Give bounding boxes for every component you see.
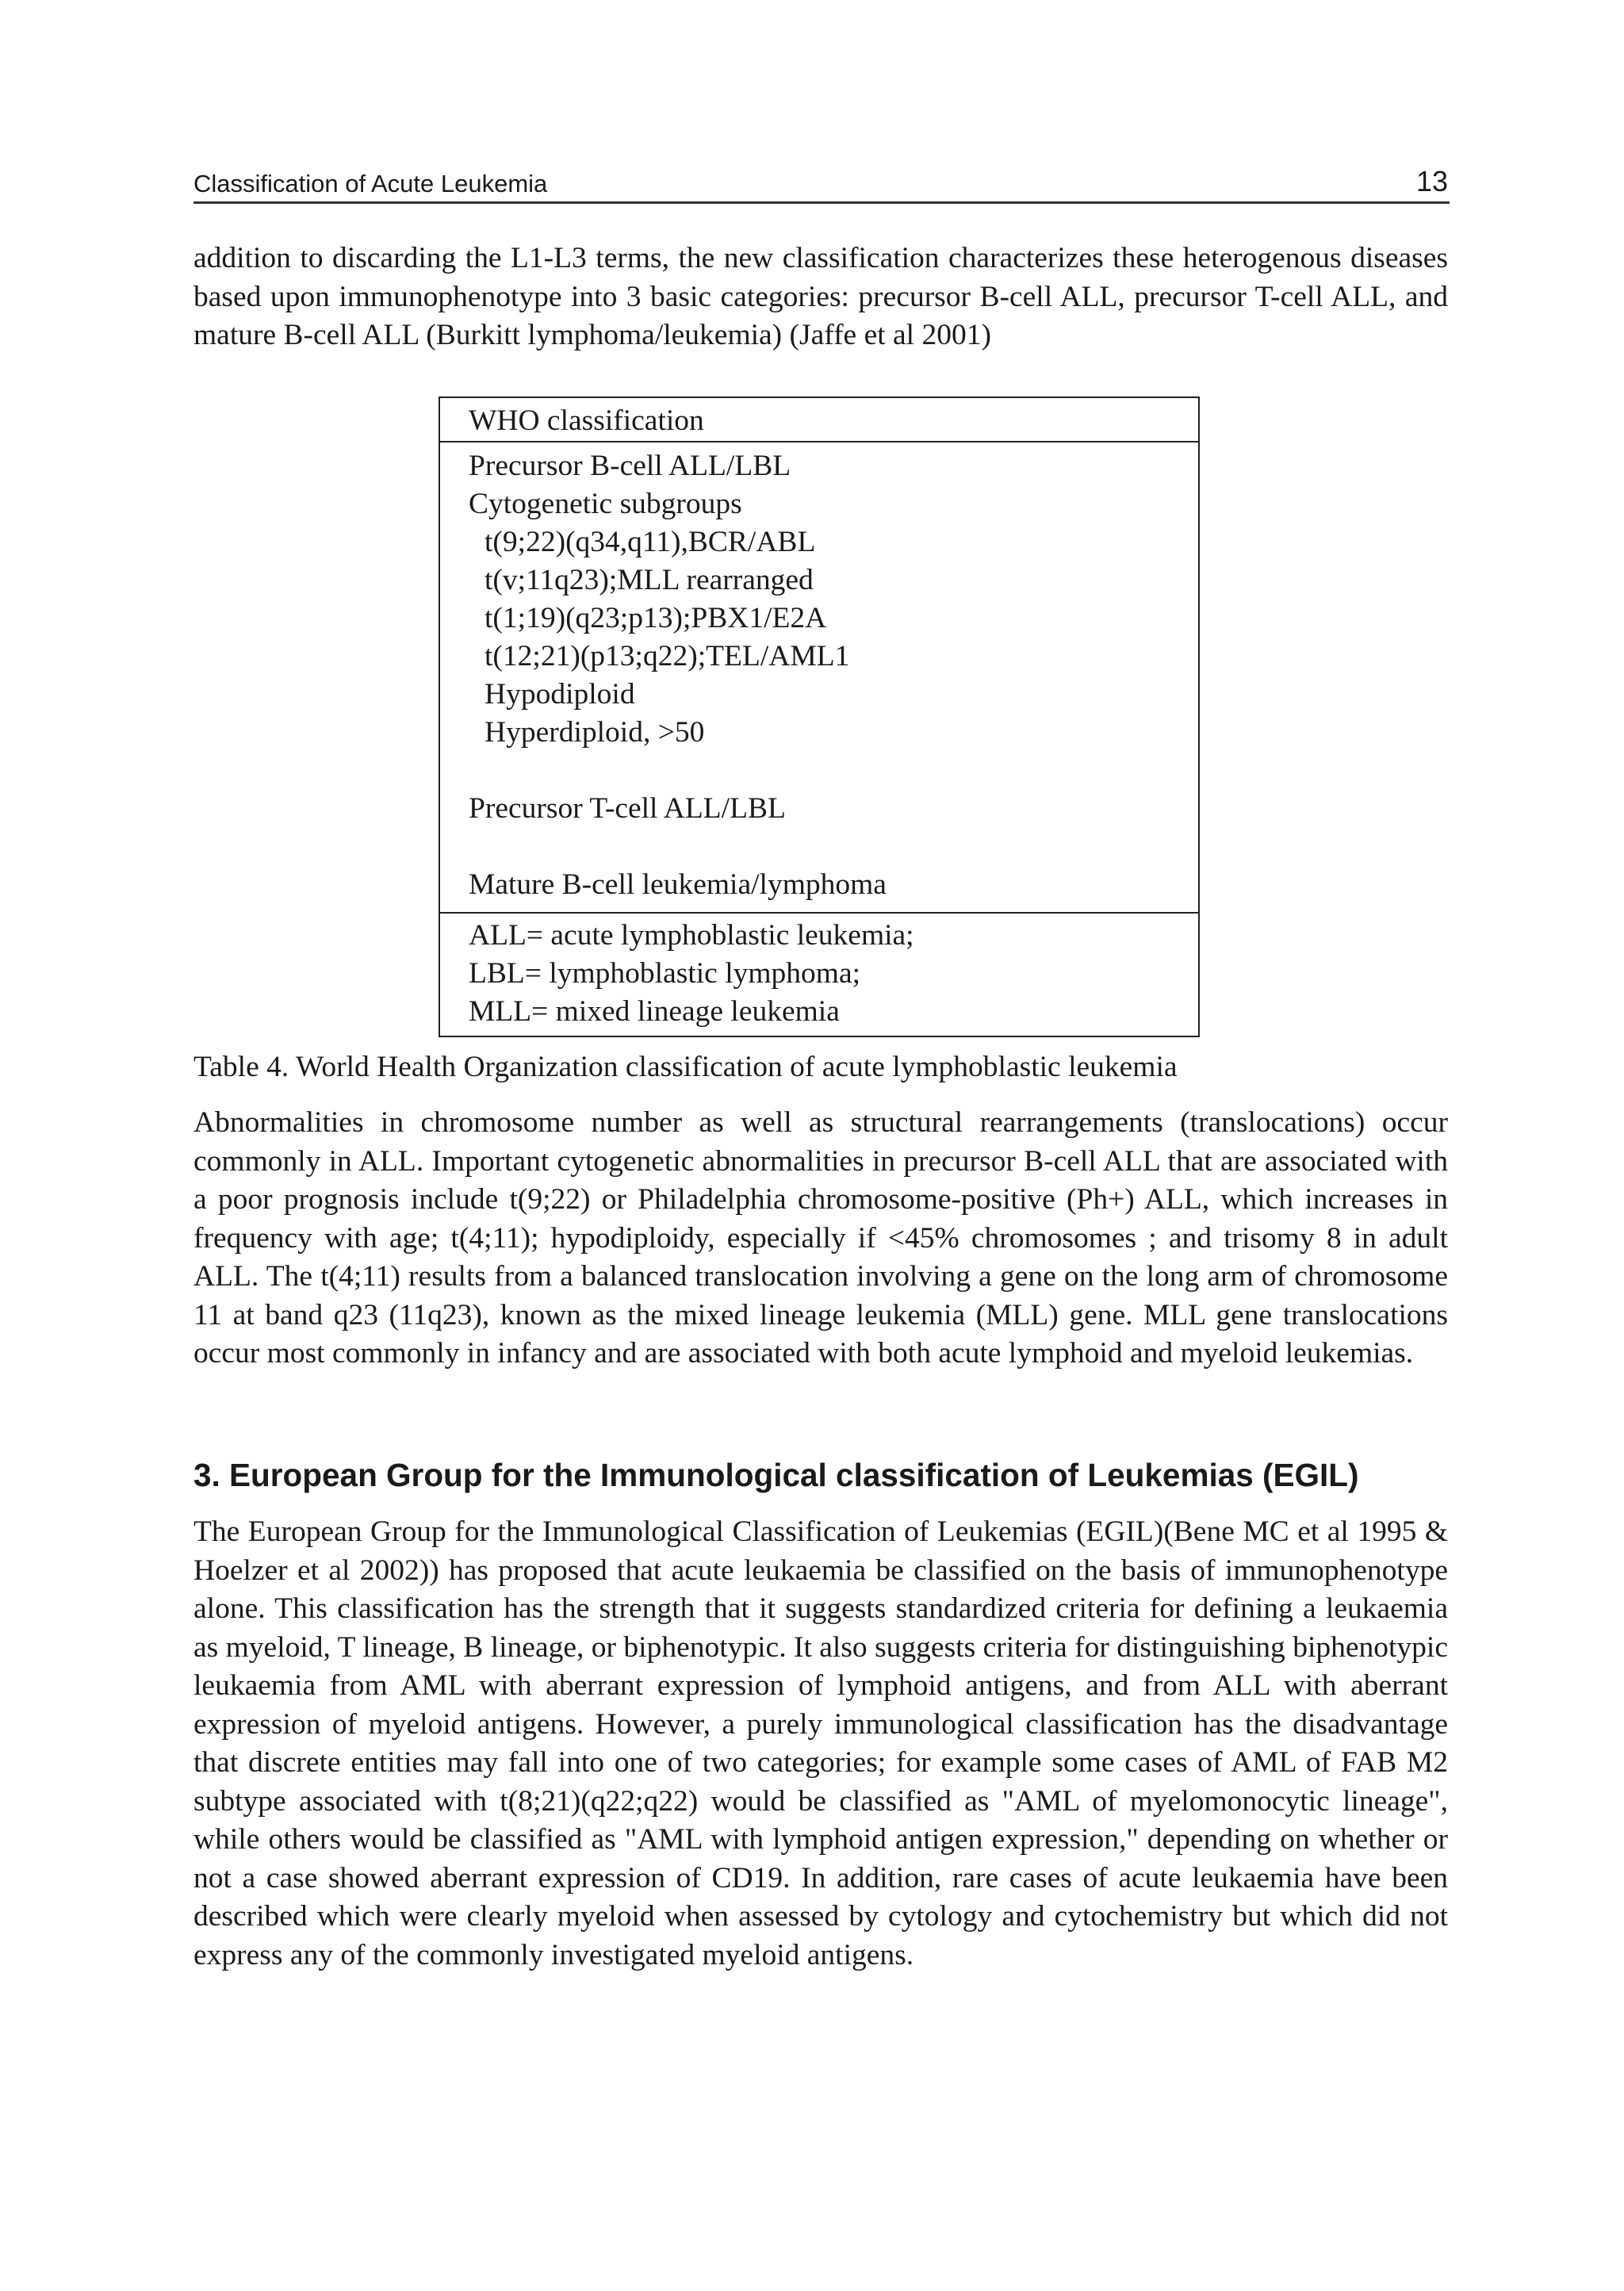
precursor-t-row: Precursor T-cell ALL/LBL	[469, 792, 786, 825]
intro-paragraph: addition to discarding the L1-L3 terms, the new classification characterizes these heterogenous diseases based upon immunophenotype into 3 basic categories: precursor B-cell ALL, precursor T-cell ALL, and mature B-cell ALL (Burkitt lymphoma/leukemia) (Jaffe et al 2001)	[193, 242, 1448, 351]
cytogenetic-subgroups-label: Cytogenetic subgroups	[469, 488, 742, 520]
subgroup-item: Hyperdiploid, >50	[485, 716, 705, 749]
subgroup-item: t(9;22)(q34,q11),BCR/ABL	[485, 526, 816, 558]
page-header	[193, 163, 1450, 204]
who-classification-table	[439, 397, 1200, 1037]
row-spacer	[469, 752, 1198, 790]
subgroup-item: t(12;21)(p13;q22);TEL/AML1	[485, 640, 850, 672]
footnote-item: LBL= lymphoblastic lymphoma;	[469, 957, 861, 990]
section-heading: 3. European Group for the Immunological classification of Leukemias (EGIL)	[193, 1457, 1359, 1493]
page-number: 13	[1415, 165, 1448, 197]
footnote-item: MLL= mixed lineage leukemia	[469, 995, 840, 1028]
egil-paragraph: The European Group for the Immunological Classification of Leukemias (EGIL)(Bene MC et al 1995 & Hoelzer et al 2002)) has proposed that acute leukaemia be classified on the basis of immunophenotype alone. This classification has the strength that it suggests standardized criteria for defining a leukaemia as myeloid, T lineage, B lineage, or biphenotypic. It also suggests criteria for distinguishing biphenotypic leukaemia from AML with aberrant expression of lymphoid antigens, and from ALL with aberrant expression of myeloid antigens. However, a purely immunological classification has the disadvantage that discrete entities may fall into one of two categories; for example some cases of AML of FAB M2 subtype associated with t(8;21)(q22;q22) would be classified as "AML of myelomonocytic lineage", while others would be classified as "AML with lymphoid antigen expression," depending on whether or not a case showed aberrant expression of CD19. In addition, rare cases of acute leukaemia have been described which were clearly myeloid when assessed by cytology and cytochemistry but which did not express any of the commonly investigated myeloid antigens.	[193, 1515, 1448, 1971]
precursor-b-row: Precursor B-cell ALL/LBL	[469, 450, 791, 482]
running-title: Classification of Acute Leukemia	[193, 170, 548, 197]
subgroup-item: t(1;19)(q23;p13);PBX1/E2A	[485, 602, 827, 634]
footnote-item: ALL= acute lymphoblastic leukemia;	[469, 919, 914, 952]
table-header: WHO classification	[440, 398, 1198, 442]
table-footnotes	[440, 914, 1198, 1036]
subgroup-item: t(v;11q23);MLL rearranged	[485, 564, 814, 596]
mature-b-row: Mature B-cell leukemia/lymphoma	[469, 868, 887, 901]
subgroup-item: Hypodiploid	[485, 678, 635, 711]
row-spacer	[469, 828, 1198, 866]
table-caption: Table 4. World Health Organization classification of acute lymphoblastic leukemia	[193, 1051, 1178, 1083]
abnormalities-paragraph: Abnormalities in chromosome number as well as structural rearrangements (translocations) occur commonly in ALL. Important cytogenetic abnormalities in precursor B-cell ALL that are associated with a poor prognosis include t(9;22) or Philadelphia chromosome-positive (Ph+) ALL, which increases in frequency with age; t(4;11); hypodiploidy, especially if <45% chromosomes ; and trisomy 8 in adult ALL. The t(4;11) results from a balanced translocation involving a gene on the long arm of chromosome 11 at band q23 (11q23), known as the mixed lineage leukemia (MLL) gene. MLL gene translocations occur most commonly in infancy and are associated with both acute lymphoid and myeloid leukemias.	[193, 1106, 1448, 1370]
table-body	[440, 442, 1198, 914]
